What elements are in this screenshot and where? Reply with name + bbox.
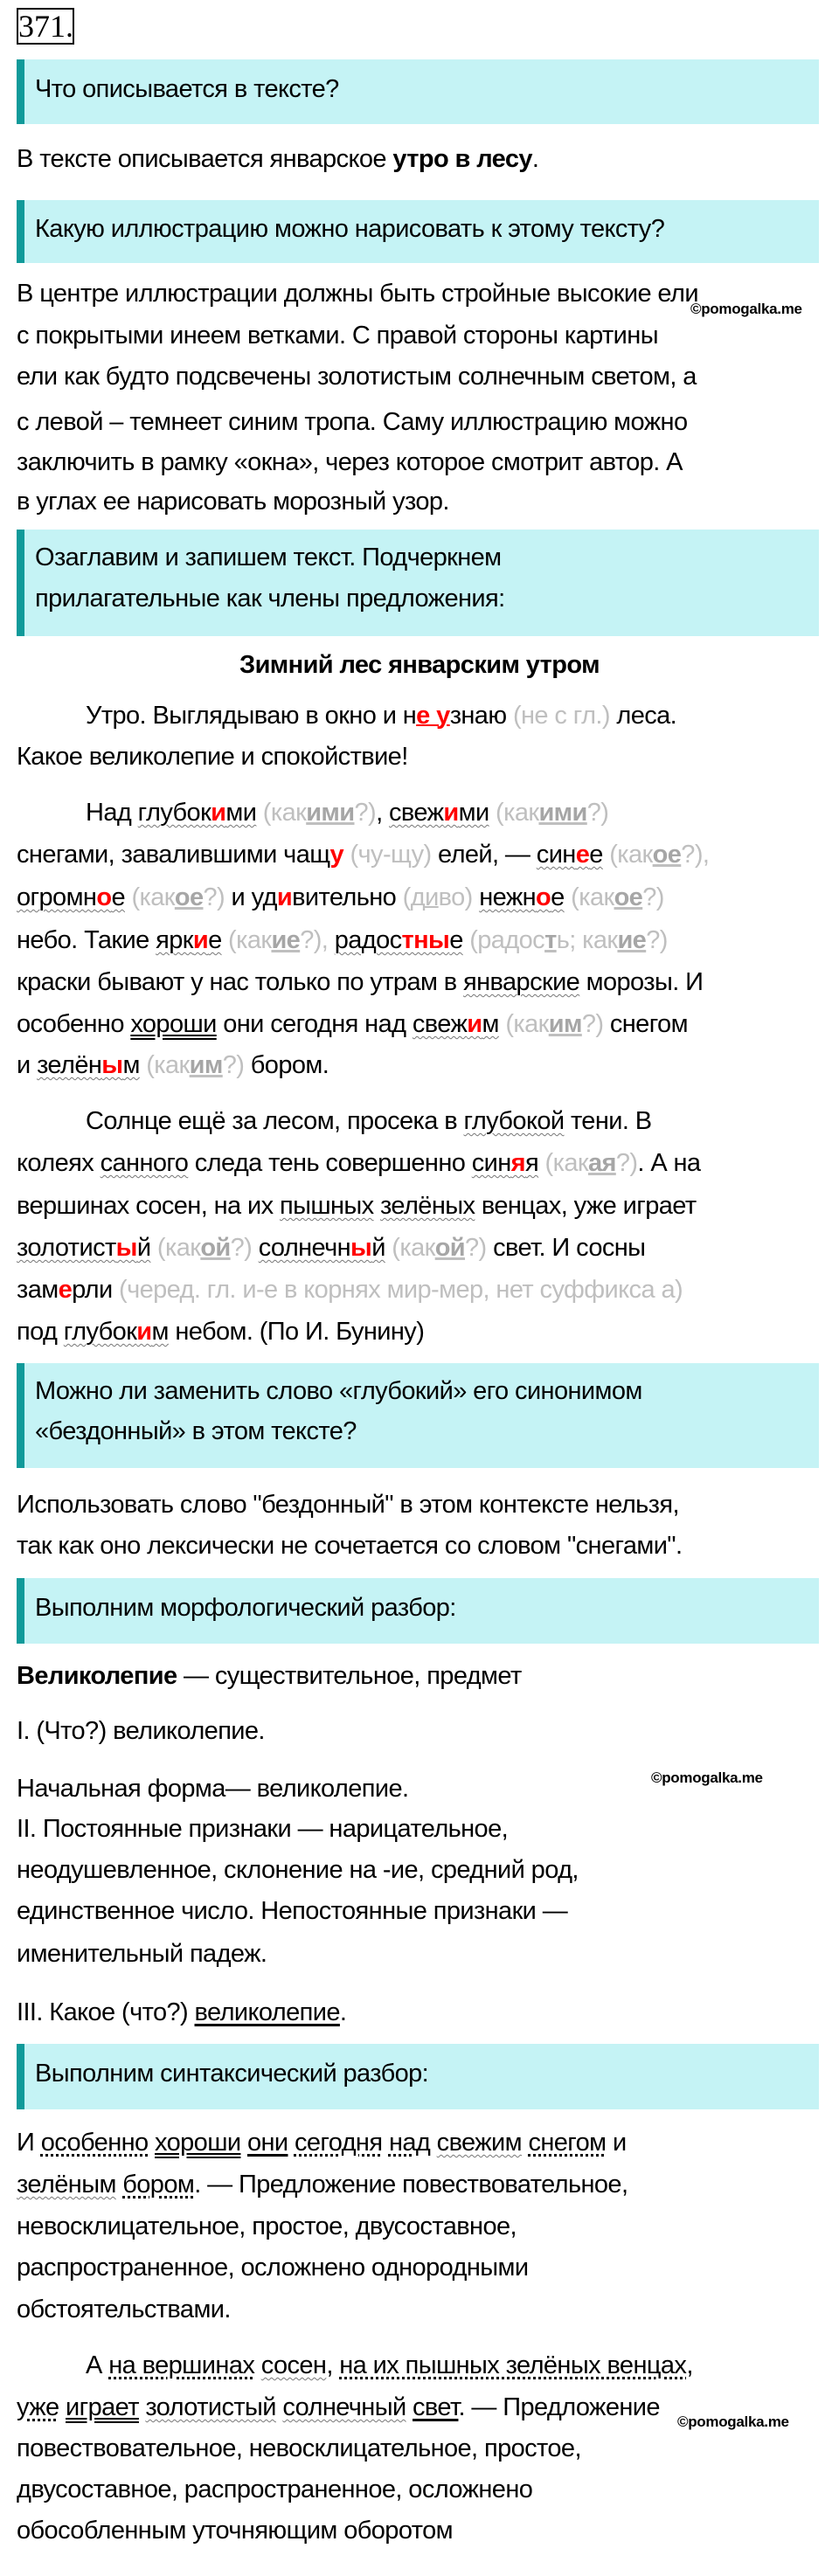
- adjective-attribute: [479, 883, 565, 911]
- text-fragment: (как: [256, 799, 307, 827]
- text-fragment: м: [151, 1318, 169, 1346]
- text-fragment: [17, 839, 709, 870]
- text-fragment: .: [339, 1998, 347, 2026]
- spelling-hint: (не с гл.): [506, 702, 617, 730]
- text-fragment: единственное число. Непостоянные признаки —: [17, 1897, 568, 1925]
- text-fragment: ?): [646, 926, 668, 954]
- text-fragment: . — Предложение: [458, 2393, 660, 2421]
- text-fragment: ое: [174, 883, 204, 911]
- text-fragment: [86, 1105, 652, 1137]
- text-fragment: небо. Такие: [17, 926, 156, 954]
- text-fragment: (как: [489, 799, 539, 827]
- text-fragment: [125, 883, 225, 911]
- text-fragment: [150, 1234, 258, 1262]
- text-fragment: [403, 883, 480, 911]
- text-fragment: (чу-щу): [343, 841, 438, 869]
- text-fragment: Солнце ещё за лесом, просека в: [86, 1107, 464, 1135]
- text-fragment: ими: [306, 799, 355, 827]
- text-fragment: [17, 1049, 329, 1081]
- text-fragment: о: [536, 883, 551, 911]
- text-fragment: вительно: [292, 883, 403, 911]
- text-fragment: [385, 1234, 487, 1262]
- text-fragment: [17, 924, 668, 956]
- text-fragment: обособленным уточняющим оборотом: [17, 2517, 453, 2545]
- text-fragment: й: [371, 1234, 385, 1262]
- text-fragment: небом. (По И. Бунину): [168, 1318, 425, 1346]
- text-fragment: ?),: [300, 926, 335, 954]
- text-fragment: ?): [354, 799, 377, 827]
- text-fragment: ми: [225, 799, 257, 827]
- text-fragment: (как: [124, 883, 175, 911]
- text-fragment: (как: [139, 1051, 190, 1079]
- text-fragment: [499, 1010, 610, 1038]
- text-fragment: двусоставное, распространенное, осложнено: [17, 2476, 533, 2503]
- text-fragment: т: [544, 926, 557, 954]
- text-fragment: . — Предложение повествовательное,: [194, 2171, 628, 2199]
- text-fragment: солнечн: [258, 1234, 351, 1262]
- text-fragment: ,: [376, 799, 390, 827]
- attribute: свежим: [436, 2129, 522, 2157]
- text-fragment: [222, 926, 335, 954]
- text-fragment: [17, 882, 664, 913]
- text-fragment: глубок: [63, 1318, 137, 1346]
- question-what-described: [17, 59, 819, 124]
- attribute: зелёным: [17, 2171, 116, 2199]
- text-fragment: и: [276, 883, 293, 911]
- text-fragment: [17, 966, 703, 998]
- text-fragment: [256, 799, 376, 827]
- text-fragment: м: [122, 1051, 140, 1079]
- adjective-attribute: санного: [100, 1149, 189, 1177]
- adjective-attribute: [17, 1234, 150, 1262]
- text-fragment: ?): [222, 1051, 251, 1079]
- text-fragment: II. Постоянные признаки — нарицательное,: [17, 1815, 509, 1843]
- text-fragment: ы: [115, 1234, 137, 1262]
- text-fragment: свеж: [412, 1010, 468, 1038]
- text-fragment: син: [536, 841, 576, 869]
- text-fragment: и: [606, 2129, 627, 2157]
- text-fragment: А: [86, 2351, 109, 2379]
- task-morphology: Выполним морфологический разбор:: [17, 1578, 819, 1644]
- text-fragment: е: [449, 926, 463, 954]
- circumstance: уже: [17, 2393, 59, 2421]
- text-fragment: и: [467, 1010, 482, 1038]
- text-fragment: я: [510, 1149, 525, 1177]
- adjective-attribute: [413, 1010, 499, 1038]
- text-fragment: ое: [652, 841, 682, 869]
- text-fragment: [17, 2392, 660, 2423]
- text-fragment: тны: [401, 926, 450, 954]
- question-illustration: [17, 200, 819, 263]
- text-fragment: и: [425, 883, 439, 911]
- text-fragment: [86, 2350, 693, 2381]
- adjective-attribute: [259, 1234, 385, 1262]
- text-fragment: ая: [587, 1149, 616, 1177]
- text-fragment: ими: [538, 799, 587, 827]
- text-fragment: [17, 1232, 645, 1264]
- text-fragment: е: [589, 841, 603, 869]
- text-fragment: и: [192, 926, 209, 954]
- text-fragment: Начальная форма— великолепие.: [17, 1775, 409, 1803]
- adjective-attribute: [17, 883, 125, 911]
- text-fragment: повествовательное, невосклицательное, простое,: [17, 2434, 581, 2462]
- text-fragment: [17, 1660, 522, 1692]
- text-fragment: ?): [465, 1234, 487, 1262]
- text-fragment: [17, 1147, 700, 1179]
- adjective-attribute: [389, 799, 489, 827]
- adjective-attribute: [537, 841, 603, 869]
- text-fragment: (черед. гл. и-е в корнях мир-мер, нет суффикса а): [112, 1276, 683, 1304]
- text-fragment: и: [443, 799, 459, 827]
- text-fragment: [603, 841, 710, 869]
- text-fragment: (как: [221, 926, 272, 954]
- text-fragment: и: [211, 799, 226, 827]
- circumstance: сегодня: [294, 2129, 383, 2157]
- text-fragment: (как: [538, 1149, 588, 1177]
- question-text: Что описывается в тексте?: [35, 75, 339, 103]
- answer-what-described: В тексте описывается январское утро в лесу.: [17, 145, 539, 173]
- question-text: Какую иллюстрацию можно нарисовать к этому тексту?: [35, 215, 665, 243]
- text-fragment: ?): [586, 799, 609, 827]
- subject: они: [246, 2129, 288, 2157]
- spelling-highlight: е у: [416, 702, 450, 730]
- circumstance: особенно: [40, 2129, 149, 2157]
- text-fragment: е: [208, 926, 222, 954]
- text-fragment: [489, 799, 609, 827]
- text-fragment: [565, 883, 664, 911]
- text-fragment: [538, 1149, 637, 1177]
- text-fragment: золотист: [17, 1234, 116, 1262]
- text-fragment: краски бывают у нас только по утрам в: [17, 968, 464, 996]
- text-fragment: свеж: [389, 799, 444, 827]
- watermark: ©pomogalka.me: [651, 1769, 763, 1786]
- text-fragment: Над: [86, 799, 138, 827]
- question-synonym: Можно ли заменить слово «глубокий» его синонимом «бездонный» в этом тексте?: [17, 1363, 819, 1468]
- adjective-attribute: глубокой: [463, 1107, 565, 1135]
- text-fragment: й: [136, 1234, 151, 1262]
- text-fragment: вершинах сосен, на их: [17, 1192, 280, 1220]
- text-fragment: они сегодня над: [216, 1010, 413, 1038]
- text-fragment: ы: [101, 1051, 123, 1079]
- text-fragment: о: [96, 883, 112, 911]
- predicate: играет: [66, 2393, 139, 2421]
- text-fragment: ь; как: [556, 926, 618, 954]
- task-write-text: Озаглавим и запишем текст. Подчеркнем прилагательные как члены предложения:: [17, 530, 819, 636]
- attribute: солнечный: [282, 2393, 406, 2421]
- text-title: Зимний лес январским утром: [239, 651, 600, 679]
- text-fragment: м: [482, 1010, 499, 1038]
- text-fragment: венцах, уже играет: [475, 1192, 697, 1220]
- watermark: ©pomogalka.me: [677, 2413, 789, 2430]
- text-fragment: снегами, завалившими чащ: [17, 841, 330, 869]
- text-fragment: обстоятельствами.: [17, 2296, 231, 2323]
- text-fragment: [17, 1190, 697, 1222]
- text-fragment: зелён: [37, 1051, 102, 1079]
- text-fragment: [17, 1997, 346, 2028]
- text-fragment: (д: [402, 883, 426, 911]
- text-fragment: снегом: [609, 1010, 688, 1038]
- text-fragment: . А на: [637, 1149, 701, 1177]
- analyzed-word: Великолепие: [17, 1662, 177, 1690]
- text-fragment: нежн: [479, 883, 537, 911]
- text-fragment: ?): [615, 1149, 638, 1177]
- text-fragment: — существительное, предмет: [177, 1662, 522, 1690]
- text-fragment: морозы. И: [579, 968, 704, 996]
- adjective-attribute: январские: [463, 968, 580, 996]
- text-fragment: [17, 2127, 627, 2158]
- text-fragment: [17, 1008, 688, 1040]
- circumstance: над: [388, 2129, 431, 2157]
- text-fragment: огромн: [17, 883, 97, 911]
- circumstance: на их пышных зелёных венцах: [339, 2351, 687, 2379]
- text-fragment: рли: [72, 1276, 113, 1304]
- text-fragment: ?): [203, 883, 225, 911]
- subject: свет: [413, 2393, 459, 2421]
- text-fragment: (как: [498, 1010, 549, 1038]
- answer-highlight: утро в лесу: [392, 145, 532, 173]
- text-fragment: I. (Что?) великолепие.: [17, 1717, 265, 1745]
- text-fragment: [17, 1274, 683, 1305]
- text-fragment: ие: [271, 926, 301, 954]
- adjective-predicate: [472, 1149, 538, 1177]
- text-fragment: ой: [434, 1234, 466, 1262]
- text-fragment: во): [438, 883, 480, 911]
- predicate: хороши: [155, 2129, 241, 2157]
- text-fragment: ?): [642, 883, 664, 911]
- text-fragment: [140, 1051, 251, 1079]
- text-fragment: невосклицательное, простое, двусоставное,: [17, 2212, 517, 2240]
- text-fragment: елей, —: [438, 841, 537, 869]
- text-fragment: (как: [602, 841, 653, 869]
- text-fragment: [17, 2169, 628, 2200]
- exercise-number: 371.: [18, 9, 73, 44]
- text-fragment: ,: [686, 2351, 693, 2379]
- circumstance: снегом: [528, 2129, 607, 2157]
- text-fragment: ми: [458, 799, 489, 827]
- text-fragment: у: [329, 841, 344, 869]
- adjective-attribute: [64, 1318, 169, 1346]
- text-fragment: свет. И сосны: [486, 1234, 646, 1262]
- text-fragment: ой: [200, 1234, 231, 1262]
- text-fragment: ы: [350, 1234, 372, 1262]
- text-fragment: (радос: [462, 926, 545, 954]
- adjective-attribute: зелёных: [380, 1192, 475, 1220]
- adjective-predicate: хороши: [130, 1010, 217, 1038]
- text-fragment: (как: [564, 883, 614, 911]
- text-fragment: им: [189, 1051, 223, 1079]
- text-fragment: син: [471, 1149, 511, 1177]
- text-fragment: и: [17, 1051, 38, 1079]
- text-fragment: И: [17, 2129, 41, 2157]
- adjective-attribute: [138, 799, 257, 827]
- text-fragment: я: [524, 1149, 539, 1177]
- adjective-attribute: [156, 926, 222, 954]
- text-fragment: следа тень совершенно: [188, 1149, 472, 1177]
- text-fragment: (как: [150, 1234, 201, 1262]
- text-fragment: е: [111, 883, 125, 911]
- text-fragment: е: [551, 883, 565, 911]
- text-fragment: [86, 797, 608, 828]
- text-fragment: колеях: [17, 1149, 101, 1177]
- attribute: сосен: [260, 2351, 327, 2379]
- text-fragment: радос: [334, 926, 402, 954]
- text-fragment: Утро. Выглядываю в окно и не узнаю (не с гл.) леса.: [86, 702, 677, 730]
- subject-underline: великолепие: [194, 1998, 340, 2026]
- text-fragment: ,: [326, 2351, 340, 2379]
- text-fragment: (как: [385, 1234, 435, 1262]
- text-fragment: ие: [617, 926, 647, 954]
- text-fragment: именительный падеж.: [17, 1940, 267, 1968]
- text-fragment: ?),: [681, 841, 710, 869]
- text-fragment: [17, 1316, 424, 1347]
- attribute: золотистый: [145, 2393, 276, 2421]
- text-fragment: под: [17, 1318, 64, 1346]
- circumstance: на вершинах: [108, 2351, 255, 2379]
- text-fragment: бором.: [250, 1051, 329, 1079]
- text-fragment: им: [548, 1010, 582, 1038]
- text-fragment: е: [58, 1276, 73, 1304]
- circumstance: бором: [122, 2171, 195, 2199]
- text-fragment: тени. В: [564, 1107, 652, 1135]
- text-fragment: глубок: [137, 799, 211, 827]
- watermark: ©pomogalka.me: [690, 301, 802, 317]
- text-fragment: и: [136, 1318, 152, 1346]
- text-fragment: е: [575, 841, 590, 869]
- adjective-attribute: [335, 926, 463, 954]
- adjective-attribute: пышных: [279, 1192, 374, 1220]
- text-fragment: ярк: [156, 926, 193, 954]
- text-fragment: [463, 926, 668, 954]
- text-fragment: распространенное, осложнено однородными: [17, 2254, 529, 2282]
- text-fragment: ?): [230, 1234, 259, 1262]
- text-fragment: III. Какое (что?): [17, 1998, 195, 2026]
- task-syntax: Выполним синтаксический разбор:: [17, 2044, 819, 2109]
- text-fragment: ?): [581, 1010, 610, 1038]
- text-fragment: ое: [614, 883, 643, 911]
- text-fragment: особенно: [17, 1010, 131, 1038]
- text-fragment: неодушевленное, склонение на -ие, средний род,: [17, 1856, 579, 1884]
- text-fragment: и уд: [225, 883, 277, 911]
- text-fragment: зам: [17, 1276, 59, 1304]
- adjective-attribute: [37, 1051, 140, 1079]
